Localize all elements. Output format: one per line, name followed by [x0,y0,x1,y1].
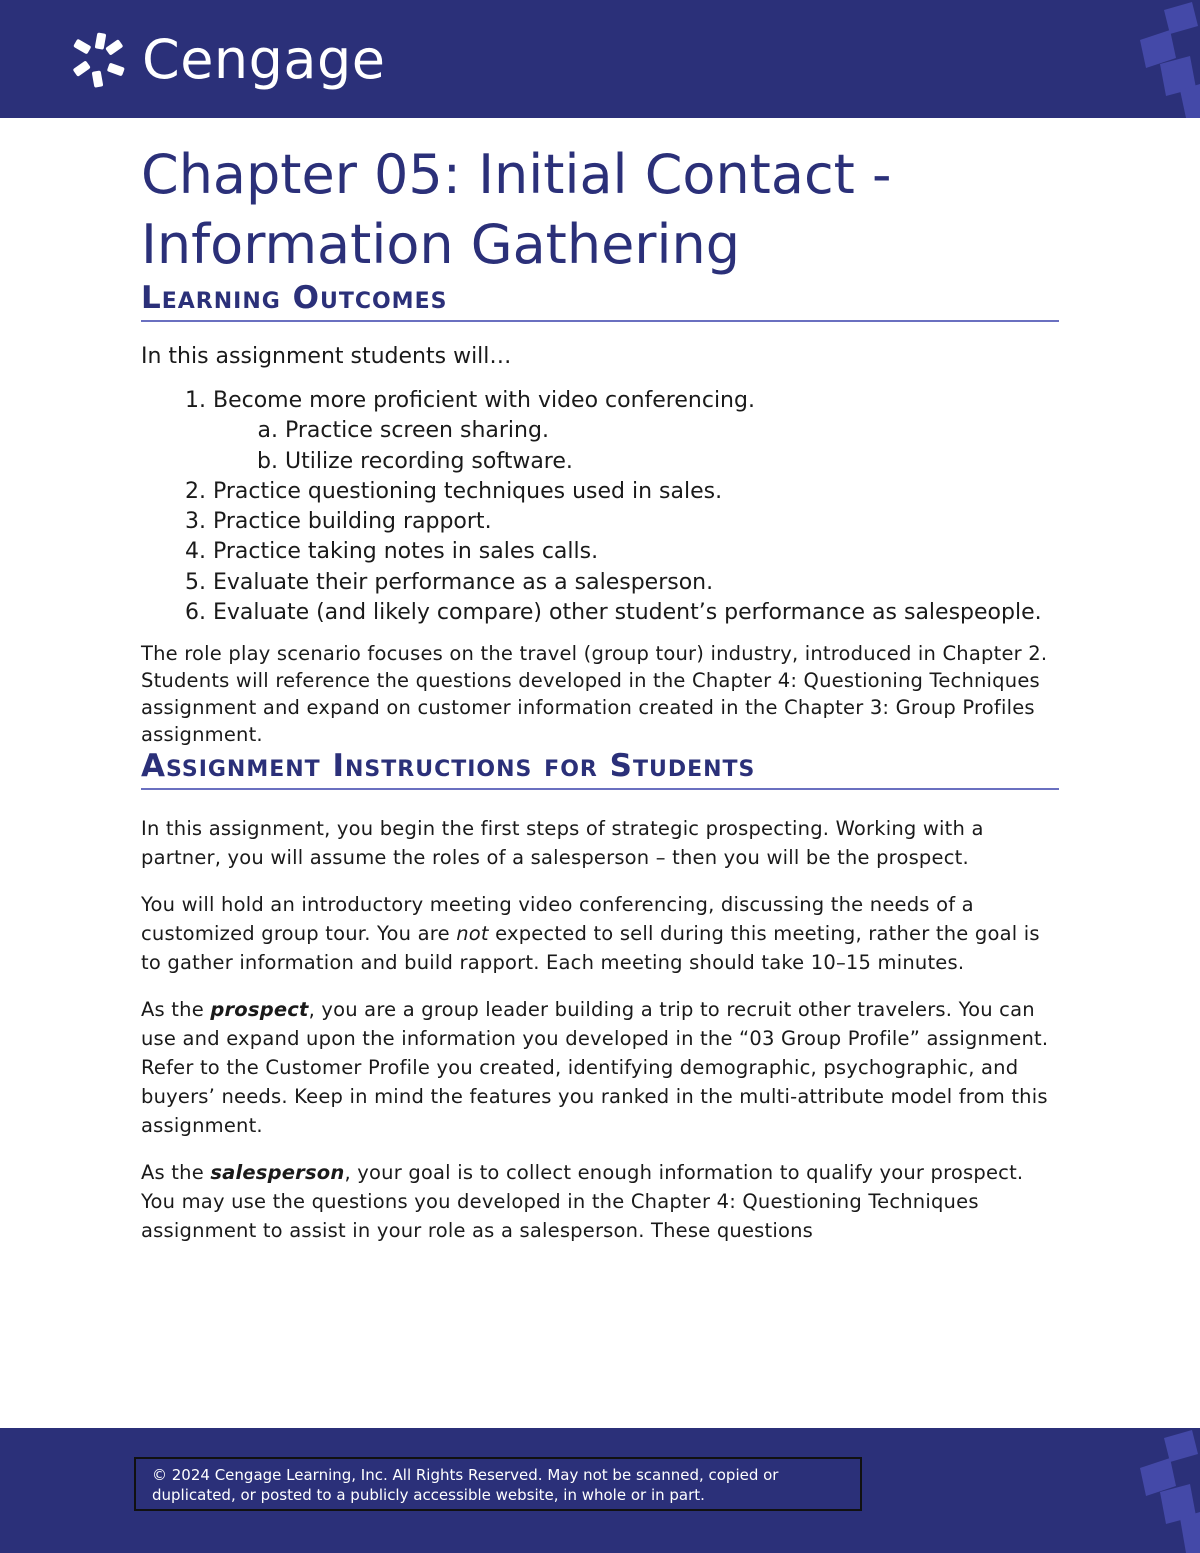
outcomes-list [141,386,1059,628]
list-item: 5. Evaluate their performance as a salesperson. [213,568,1059,598]
corner-pattern-icon [1120,0,1200,118]
list-item: 6. Evaluate (and likely compare) other student’s performance as salespeople. [213,598,1059,628]
page-title: Chapter 05: Initial Contact - Information Gathering [141,143,892,276]
learning-outcomes-heading: Learning Outcomes [141,280,1059,322]
instructions-paragraph-3: As the prospect, you are a group leader building a trip to recruit other travelers. You can use and expand upon the information you developed in the “03 Group Profile” assignment. Refer to the Customer Profile you created, identifying demographic, psychographic, and buyers’ needs. Keep in mind the features you ranked in the multi-attribute model from this assignment. [141,998,1049,1138]
list-item: 3. Practice building rapport. [213,507,1059,537]
header-band [0,0,1200,118]
instructions-paragraph-4: As the salesperson, your goal is to collect enough information to qualify your prospect. You may use the questions you developed in the Chapter 4: Questioning Techniques assignment to assist in your role as a salesperson. These questions [141,1161,1024,1243]
sub-list [213,416,1059,477]
cengage-logo [72,30,386,90]
outcomes-intro: In this assignment students will… [141,344,512,369]
list-item: a. Practice screen sharing. [285,416,1059,446]
instructions-heading: Assignment Instructions for Students [141,748,1059,790]
copyright-notice: © 2024 Cengage Learning, Inc. All Rights Reserved. May not be scanned, copied or duplicated, or posted to a publicly accessible website, in whole or in part. [134,1457,862,1511]
footer-band [0,1428,1200,1553]
instructions-paragraph-1: In this assignment, you begin the first steps of strategic prospecting. Working with a partner, you will assume the roles of a salesperson – then you will be the prospect. [141,817,984,870]
list-item: 2. Practice questioning techniques used in sales. [213,477,1059,507]
corner-pattern-icon [1120,1428,1200,1553]
list-item: 4. Practice taking notes in sales calls. [213,537,1059,567]
brand-wordmark: Cengage [142,28,386,91]
scenario-paragraph: The role play scenario focuses on the travel (group tour) industry, introduced in Chapter 2. Students will reference the questions developed in the Chapter 4: Questioning Techniques assignment and expand on customer information created in the Chapter 3: Group Profiles assignment. [141,642,1048,747]
document-body [141,140,1059,1245]
cengage-burst-icon [72,31,130,89]
instructions-paragraph-2: You will hold an introductory meeting video conferencing, discussing the needs of a customized group tour. You are not expected to sell during this meeting, rather the goal is to gather information and build rapport. Each meeting should take 10–15 minutes. [141,893,1040,975]
list-item: 1. Become more proficient with video conferencing. a. Practice screen sharing. b. Utilize recording software. [213,386,1059,477]
list-item: b. Utilize recording software. [285,447,1059,477]
